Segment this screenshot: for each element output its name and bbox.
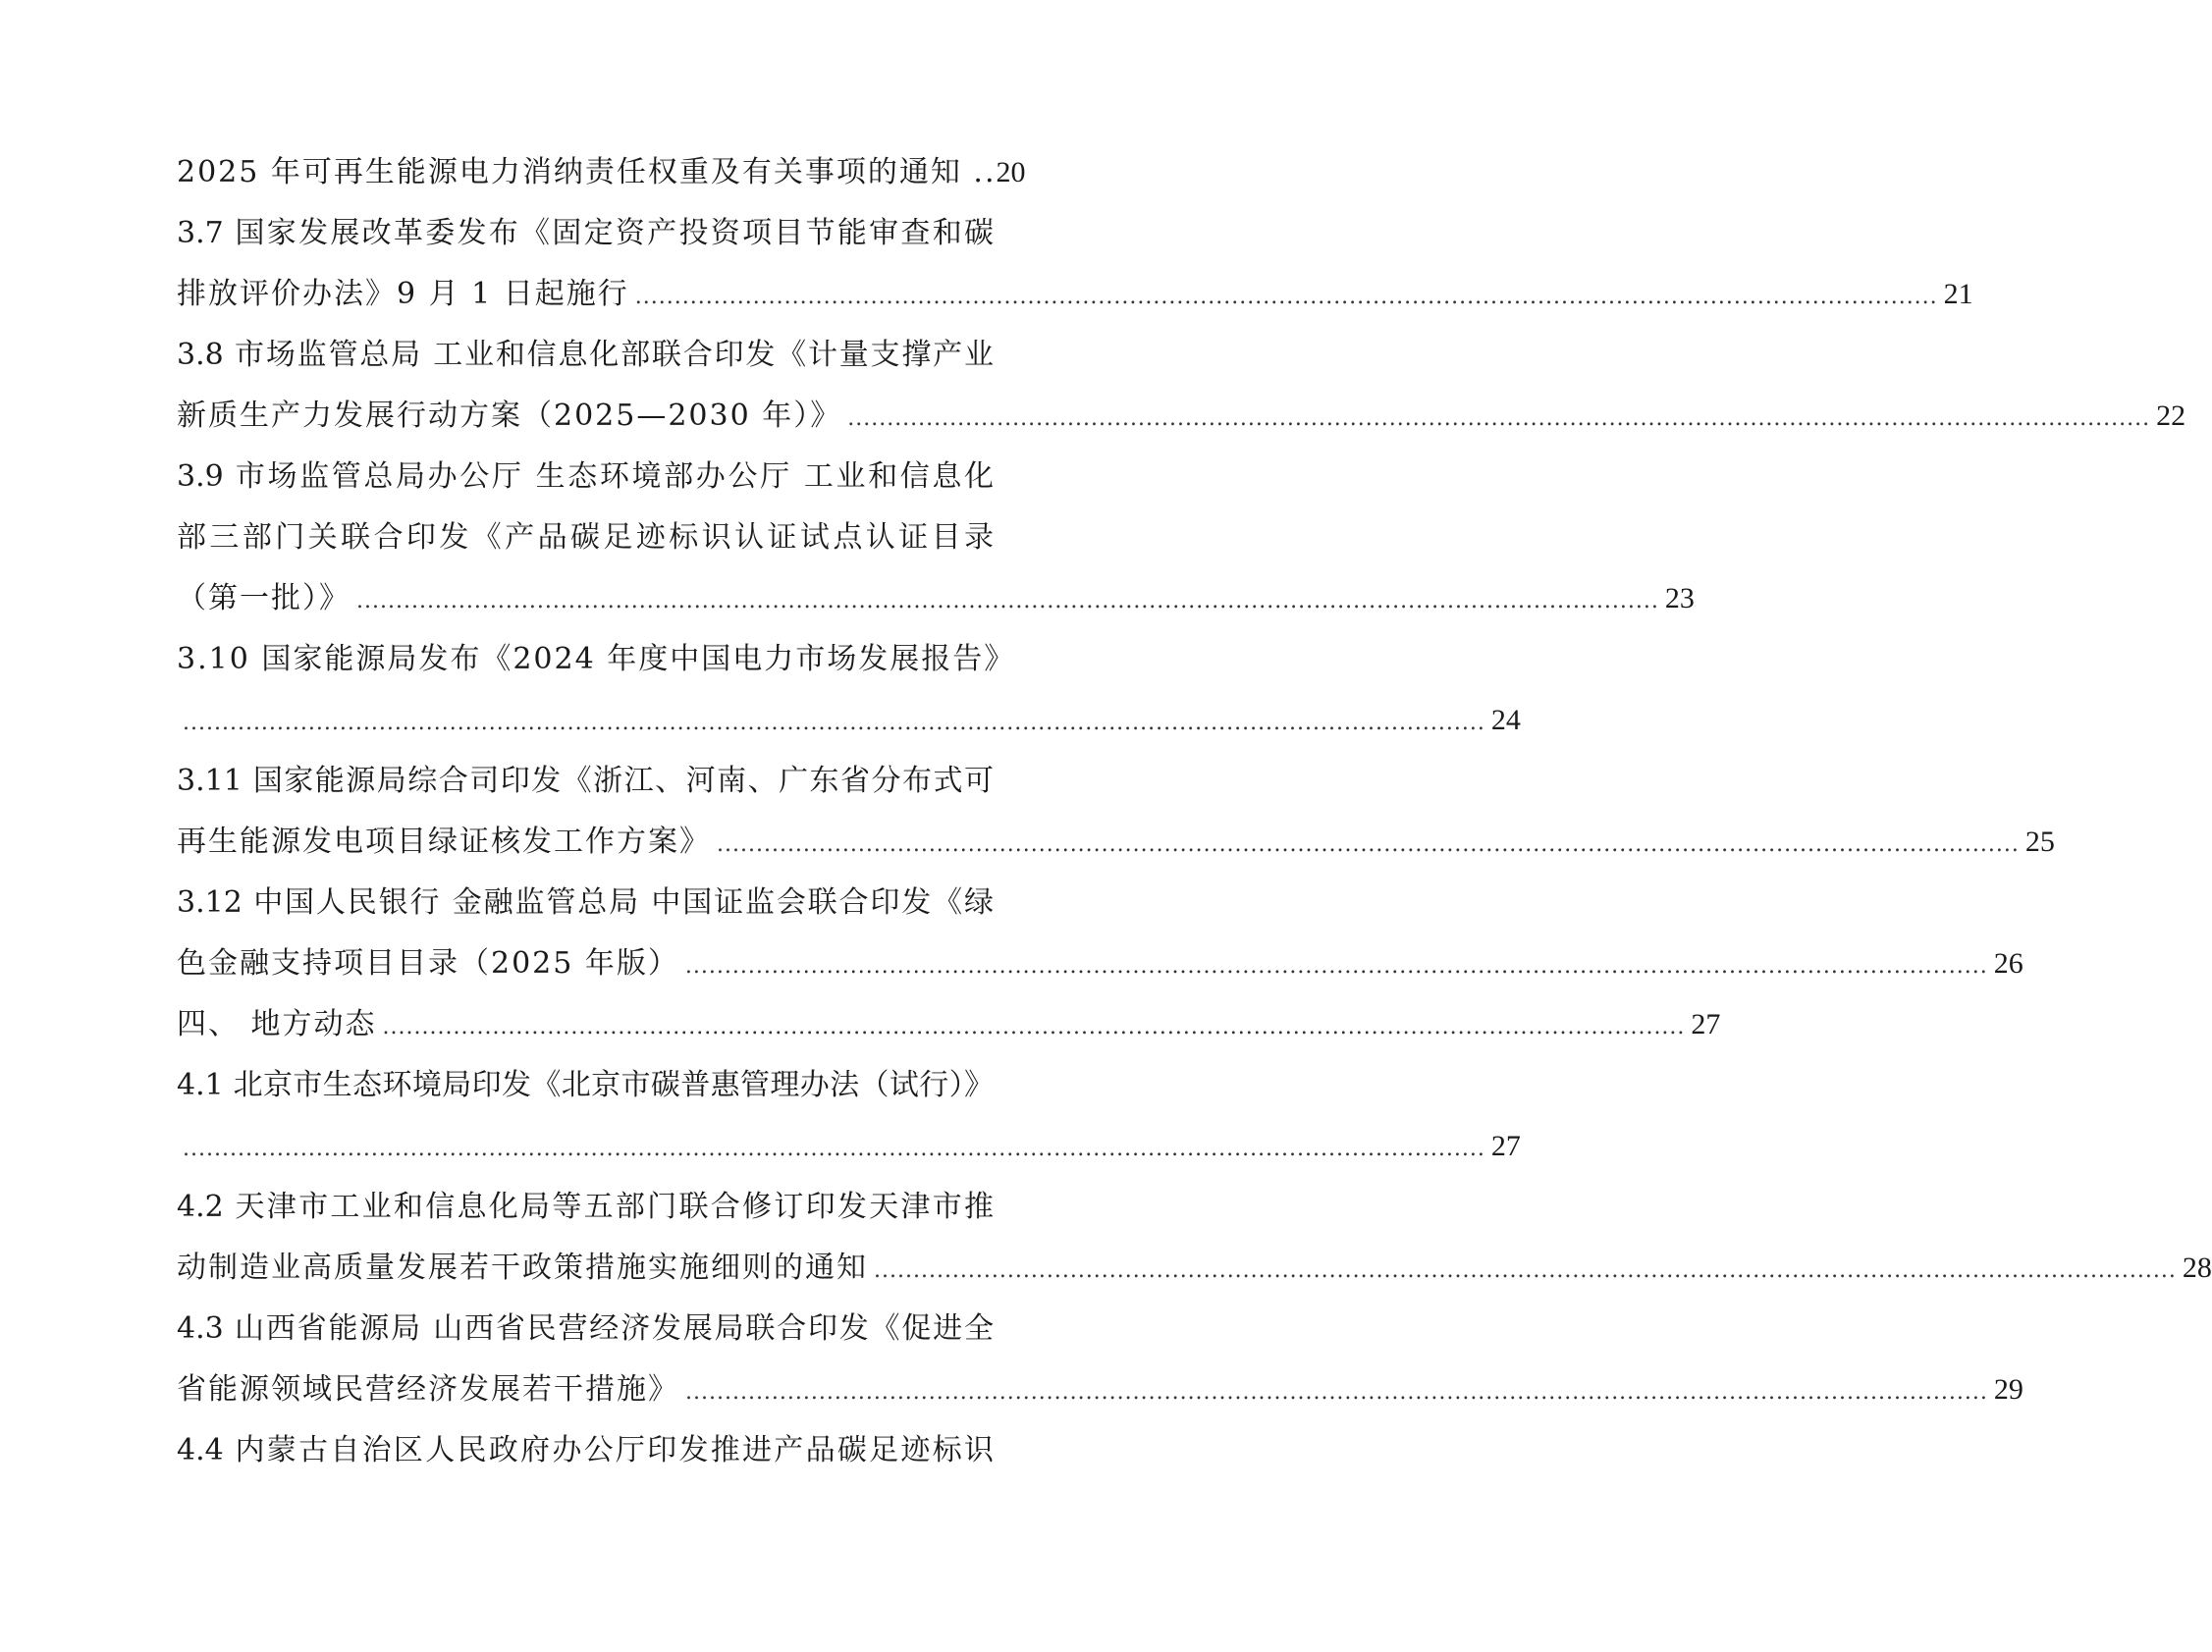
toc-entry-line[interactable] — [177, 142, 1026, 203]
toc-entry-text: 排放评价办法》9 月 1 日起施行 — [177, 277, 629, 311]
toc-dot-leader — [383, 997, 1686, 1058]
toc-entry-line[interactable] — [177, 1359, 2023, 1420]
toc-entry-text: 部三部门关联合印发《产品碳足迹标识认证试点认证目录 — [177, 520, 994, 555]
toc-entry-line[interactable] — [177, 386, 2186, 447]
toc-entry-line[interactable] — [177, 873, 994, 933]
toc-page-number: 23 — [1664, 582, 1695, 614]
toc-entry-line[interactable] — [177, 325, 994, 386]
toc-entry-text: 动制造业高质量发展若干政策措施实施细则的通知 — [177, 1251, 868, 1285]
toc-entry-text: 再生能源发电项目绿证核发工作方案》 — [177, 825, 711, 859]
toc-entry-text: 3.8 市场监管总局 工业和信息化部联合印发《计量支撑产业 — [177, 338, 994, 372]
toc-entry-text: 3.10 国家能源局发布《2024 年度中国电力市场发展报告》 — [177, 642, 1016, 676]
toc-entry-line[interactable] — [177, 1116, 1521, 1177]
toc-page-number: 24 — [1490, 704, 1521, 736]
toc-page-number: 26 — [1993, 947, 2023, 980]
toc-entry-text: 2025 年可再生能源电力消纳责任权重及有关事项的通知 .. — [177, 155, 997, 189]
toc-entry-text: 3.11 国家能源局综合司印发《浙江、河南、广东省分布式可 — [177, 764, 994, 798]
toc-page-number: 25 — [2024, 826, 2055, 858]
toc-dot-leader — [183, 1119, 1485, 1180]
toc-dot-leader — [717, 815, 2020, 876]
toc-entry-text: 新质生产力发展行动方案（2025—2030 年）》 — [177, 399, 842, 433]
toc-dot-leader — [183, 693, 1485, 754]
toc-entry-text: 3.12 中国人民银行 金融监管总局 中国证监会联合印发《绿 — [177, 885, 994, 920]
toc-entry-text: 四、 地方动态 — [177, 1007, 377, 1041]
toc-entry-line[interactable] — [177, 1177, 994, 1238]
toc-dot-leader — [356, 571, 1659, 632]
toc-entry-text: 4.1 北京市生态环境局印发《北京市碳普惠管理办法（试行）》 — [177, 1068, 994, 1102]
toc-entry-line[interactable] — [177, 812, 2055, 873]
toc-dot-leader — [874, 1241, 2177, 1302]
toc-dot-leader — [685, 936, 1988, 997]
toc-page-number: 29 — [1993, 1373, 2023, 1406]
toc-entry-text: 3.7 国家发展改革委发布《固定资产投资项目节能审查和碳 — [177, 216, 994, 250]
toc-entry-line[interactable] — [177, 264, 1973, 325]
toc-entry-text: 4.3 山西省能源局 山西省民营经济发展局联合印发《促进全 — [177, 1311, 994, 1346]
toc-entry-line[interactable] — [177, 203, 994, 264]
toc-entry-line[interactable] — [177, 751, 994, 812]
toc-entry-line[interactable] — [177, 447, 994, 507]
toc-entry-line[interactable] — [177, 933, 2023, 994]
toc-entry-text: （第一批）》 — [177, 581, 351, 615]
toc-dot-leader — [847, 389, 2150, 450]
toc-entry-text: 3.9 市场监管总局办公厅 生态环境部办公厅 工业和信息化 — [177, 459, 994, 494]
toc-page-number: 22 — [2156, 400, 2186, 432]
toc-entry-line[interactable] — [177, 1420, 994, 1481]
toc-entry-line[interactable] — [177, 1299, 994, 1359]
toc-entry-text: 4.4 内蒙古自治区人民政府办公厅印发推进产品碳足迹标识 — [177, 1433, 994, 1467]
toc-dot-leader — [685, 1362, 1988, 1423]
toc-entry-line[interactable] — [177, 994, 1721, 1055]
toc-entry-line[interactable] — [177, 629, 1016, 690]
toc-entry-text: 4.2 天津市工业和信息化局等五部门联合修订印发天津市推 — [177, 1190, 994, 1224]
toc-entry-text: 色金融支持项目目录（2025 年版） — [177, 946, 679, 981]
toc-page-number: 28 — [2182, 1252, 2212, 1284]
toc-entry-line[interactable] — [177, 1238, 2212, 1299]
toc-entry-line[interactable] — [177, 507, 994, 568]
toc-entry-line[interactable] — [177, 690, 1521, 751]
table-of-contents — [177, 142, 2212, 1481]
toc-page-number: 27 — [1691, 1008, 1721, 1040]
toc-entry-text: 省能源领域民营经济发展若干措施》 — [177, 1372, 679, 1407]
toc-dot-leader — [635, 267, 1938, 328]
toc-entry-line[interactable] — [177, 1055, 994, 1116]
toc-entry-line[interactable] — [177, 568, 1695, 629]
toc-page-number: 20 — [996, 156, 1026, 188]
toc-page-number: 21 — [1943, 278, 1973, 310]
toc-page-number: 27 — [1490, 1130, 1521, 1162]
